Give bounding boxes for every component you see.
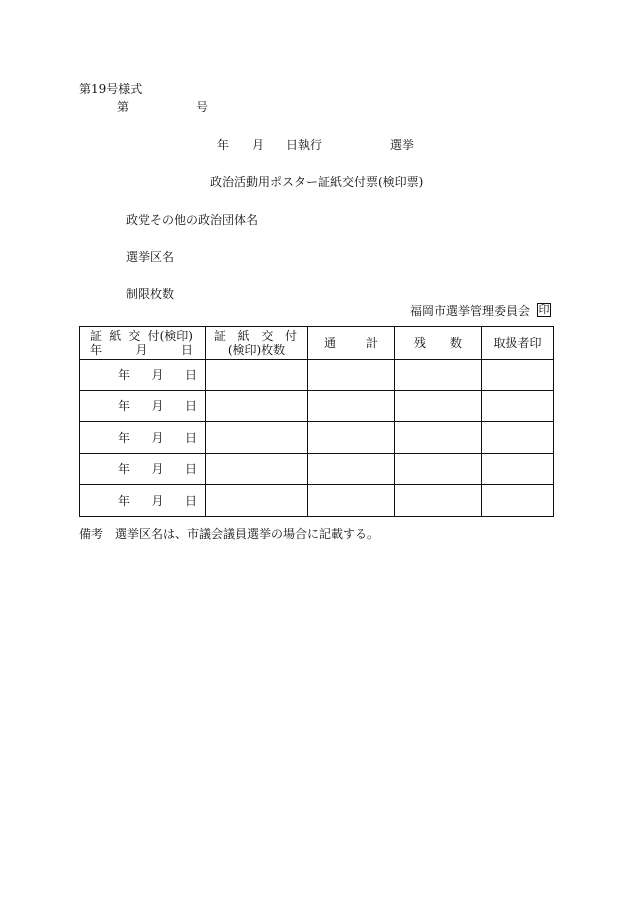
form-number: 第19号様式 xyxy=(79,82,143,96)
date-cell[interactable]: 年 月 日 xyxy=(80,485,206,517)
tally-table xyxy=(79,326,554,517)
serial-prefix: 第 xyxy=(117,100,130,114)
remaining-cell[interactable] xyxy=(395,422,482,453)
execution-day: 日執行 xyxy=(286,138,323,152)
total-cell[interactable] xyxy=(308,422,395,453)
table-row xyxy=(80,390,554,421)
handler-seal-cell[interactable] xyxy=(482,485,554,517)
table-row xyxy=(80,453,554,484)
election-label: 選挙 xyxy=(390,138,415,152)
execution-month: 月 xyxy=(252,138,265,152)
committee-name: 福岡市選挙管理委員会 xyxy=(410,304,531,318)
document-title: 政治活動用ポスター証紙交付票(検印票) xyxy=(210,175,424,189)
total-cell[interactable] xyxy=(308,485,395,517)
count-cell[interactable] xyxy=(206,422,308,453)
remaining-cell[interactable] xyxy=(395,485,482,517)
count-cell[interactable] xyxy=(206,359,308,390)
count-cell[interactable] xyxy=(206,390,308,421)
table-row xyxy=(80,485,554,517)
header-handler-seal: 取扱者印 xyxy=(482,327,554,360)
handler-seal-cell[interactable] xyxy=(482,390,554,421)
header-issue-count: 証 紙 交 付 (検印)枚数 xyxy=(206,327,308,360)
count-cell[interactable] xyxy=(206,485,308,517)
header-total: 通 計 xyxy=(308,327,395,360)
handler-seal-cell[interactable] xyxy=(482,359,554,390)
serial-suffix: 号 xyxy=(196,100,209,114)
handler-seal-cell[interactable] xyxy=(482,453,554,484)
total-cell[interactable] xyxy=(308,359,395,390)
date-cell[interactable]: 年 月 日 xyxy=(80,359,206,390)
district-label: 選挙区名 xyxy=(126,250,175,264)
handler-seal-cell[interactable] xyxy=(482,422,554,453)
party-label: 政党その他の政治団体名 xyxy=(126,213,259,227)
seal-mark: 印 xyxy=(538,303,550,316)
count-cell[interactable] xyxy=(206,453,308,484)
remarks-note: 備考 選挙区名は、市議会議員選挙の場合に記載する。 xyxy=(79,527,380,541)
remaining-cell[interactable] xyxy=(395,390,482,421)
remaining-cell[interactable] xyxy=(395,359,482,390)
table-row xyxy=(80,422,554,453)
table-row xyxy=(80,359,554,390)
date-cell[interactable]: 年 月 日 xyxy=(80,390,206,421)
date-cell[interactable]: 年 月 日 xyxy=(80,453,206,484)
header-issue-date: 証 紙 交 付(検印) 年 月 日 xyxy=(80,327,206,360)
limit-label: 制限枚数 xyxy=(126,287,175,301)
date-cell[interactable]: 年 月 日 xyxy=(80,422,206,453)
total-cell[interactable] xyxy=(308,453,395,484)
total-cell[interactable] xyxy=(308,390,395,421)
remaining-cell[interactable] xyxy=(395,453,482,484)
header-remaining: 残 数 xyxy=(395,327,482,360)
execution-year: 年 xyxy=(217,138,230,152)
table-header-row xyxy=(80,327,554,360)
